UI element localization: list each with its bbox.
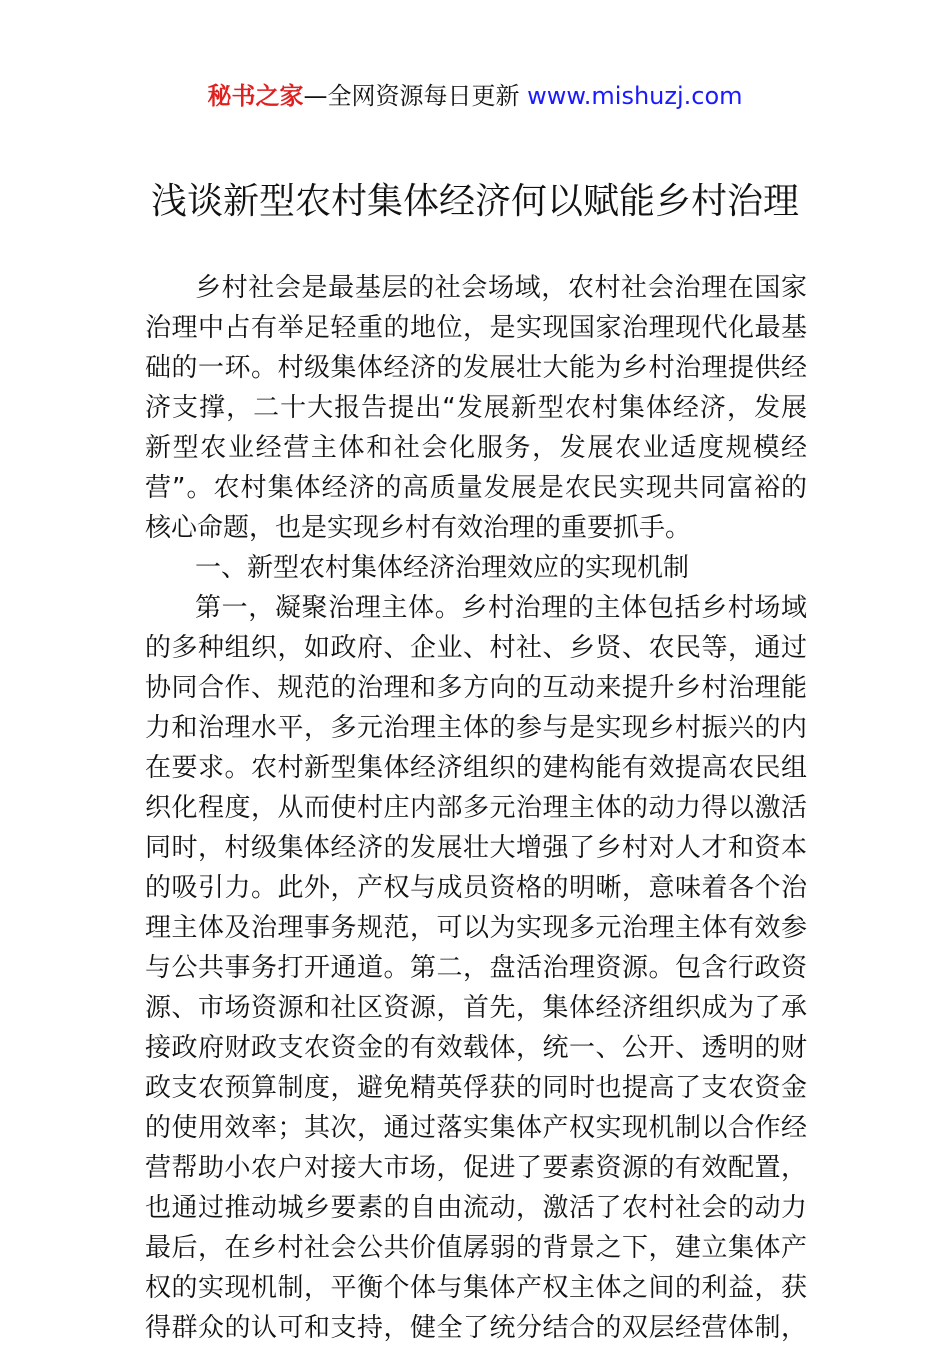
brand-name: 秘书之家	[207, 82, 304, 110]
paragraph-2-line-12: 接政府财政支农资金的有效载体，统一、公开、透明的财	[145, 1033, 807, 1063]
paragraph-1-line-5: 新型农业经营主体和社会化服务，发展农业适度规模经	[145, 433, 807, 463]
paragraph-2-line-17: 最后，在乡村社会公共价值孱弱的背景之下，建立集体产	[145, 1233, 807, 1263]
paragraph-2-line-16: 也通过推动城乡要素的自由流动，激活了农村社会的动力	[145, 1193, 807, 1223]
paragraph-2-line-11: 源、市场资源和社区资源，首先，集体经济组织成为了承	[145, 993, 807, 1023]
section-heading-1: 一、新型农村集体经济治理效应的实现机制	[195, 553, 690, 583]
paragraph-1-line-1: 乡村社会是最基层的社会场域，农村社会治理在国家	[195, 273, 807, 303]
paragraph-2-line-7: 同时，村级集体经济的发展壮大增强了乡村对人才和资本	[145, 833, 807, 863]
paragraph-2-line-9: 理主体及治理事务规范，可以为实现多元治理主体有效参	[145, 913, 807, 943]
paragraph-1-line-7: 核心命题，也是实现乡村有效治理的重要抓手。	[145, 513, 692, 543]
paragraph-2-line-4: 力和治理水平，多元治理主体的参与是实现乡村振兴的内	[145, 713, 807, 743]
document-title: 浅谈新型农村集体经济何以赋能乡村治理	[150, 181, 799, 222]
document-body	[145, 268, 807, 1348]
paragraph-2-line-5: 在要求。农村新型集体经济组织的建构能有效提高农民组	[145, 753, 807, 783]
paragraph-2-line-10: 与公共事务打开通道。第二，盘活治理资源。包含行政资	[145, 953, 807, 983]
paragraph-2-line-14: 的使用效率；其次，通过落实集体产权实现机制以合作经	[145, 1113, 807, 1143]
paragraph-1-line-3: 础的一环。村级集体经济的发展壮大能为乡村治理提供经	[145, 353, 807, 383]
paragraph-1-line-2: 治理中占有举足轻重的地位，是实现国家治理现代化最基	[145, 313, 807, 343]
paragraph-1-line-4: 济支撑，二十大报告提出“发展新型农村集体经济，发展	[145, 393, 807, 423]
site-header	[0, 80, 950, 112]
paragraph-2-line-8: 的吸引力。此外，产权与成员资格的明晰，意味着各个治	[145, 873, 807, 903]
site-url-link[interactable]: www.mishuzj.com	[527, 82, 743, 110]
paragraph-2-line-3: 协同合作、规范的治理和多方向的互动来提升乡村治理能	[145, 673, 807, 703]
paragraph-2-line-13: 政支农预算制度，避免精英俘获的同时也提高了支农资金	[145, 1073, 807, 1103]
paragraph-2-line-15: 营帮助小农户对接大市场，促进了要素资源的有效配置，	[145, 1153, 807, 1183]
paragraph-2-line-6: 织化程度，从而使村庄内部多元治理主体的动力得以激活	[145, 793, 807, 823]
paragraph-2-line-19: 得群众的认可和支持，健全了统分结合的双层经营体制，	[145, 1313, 807, 1343]
header-tagline: —全网资源每日更新	[303, 82, 528, 110]
paragraph-2-line-2: 的多种组织，如政府、企业、村社、乡贤、农民等，通过	[145, 633, 807, 663]
paragraph-2-line-18: 权的实现机制，平衡个体与集体产权主体之间的利益，获	[145, 1273, 807, 1303]
paragraph-2-line-1: 第一，凝聚治理主体。乡村治理的主体包括乡村场域	[195, 593, 807, 623]
paragraph-1-line-6: 营”。农村集体经济的高质量发展是农民实现共同富裕的	[145, 473, 807, 503]
